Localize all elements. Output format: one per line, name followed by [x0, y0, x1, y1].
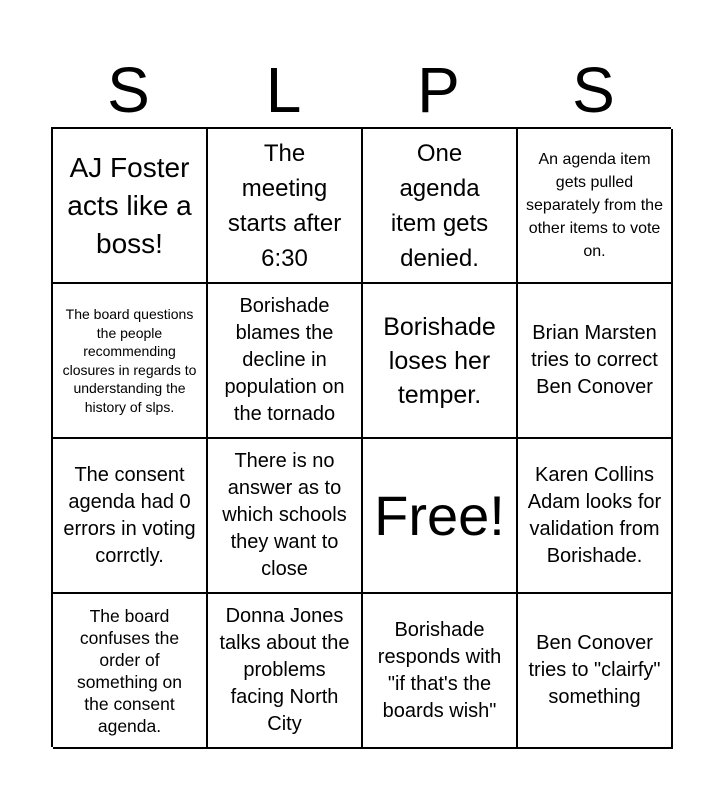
- header-letter-s1: S: [107, 54, 150, 126]
- cell-text: The board confuses the order of something on the consent agenda.: [76, 605, 183, 736]
- cell-text: Donna Jones talks about the problems facing North City: [219, 605, 350, 735]
- bingo-cell-r3c2[interactable]: [208, 439, 363, 594]
- bingo-cell-r3c4[interactable]: [518, 439, 673, 594]
- bingo-cell-r2c3[interactable]: [363, 284, 518, 439]
- bingo-cell-r1c3[interactable]: [363, 129, 518, 284]
- bingo-header: [51, 52, 671, 128]
- bingo-cell-r4c3[interactable]: [363, 594, 518, 749]
- free-space[interactable]: [363, 439, 518, 594]
- bingo-cell-r4c4[interactable]: [518, 594, 673, 749]
- header-letter-p: P: [417, 54, 460, 126]
- cell-text: Brian Marsten tries to correct Ben Conover: [531, 322, 658, 398]
- bingo-cell-r2c1[interactable]: [53, 284, 208, 439]
- bingo-cell-r1c2[interactable]: [208, 129, 363, 284]
- cell-text: One agenda item gets denied.: [390, 139, 489, 272]
- bingo-cell-r3c1[interactable]: [53, 439, 208, 594]
- cell-text: Borishade blames the decline in population on the tornado: [224, 295, 345, 425]
- cell-text: Borishade responds with "if that's the boards wish": [377, 618, 502, 722]
- header-letter-s2: S: [572, 54, 615, 126]
- bingo-cell-r2c4[interactable]: [518, 284, 673, 439]
- bingo-cell-r2c2[interactable]: [208, 284, 363, 439]
- cell-text: Ben Conover tries to "clairfy" something: [528, 632, 661, 708]
- header-letter-l: L: [265, 54, 302, 126]
- cell-text: The board questions the people recommending closures in regards to understanding the history of slps.: [62, 306, 197, 415]
- cell-text: AJ Foster acts like a boss!: [67, 151, 192, 259]
- cell-text: The consent agenda had 0 errors in voting corrctly.: [63, 463, 196, 567]
- free-space-label: Free!: [374, 483, 505, 547]
- cell-text: An agenda item gets pulled separately from the other items to vote on.: [526, 151, 663, 260]
- cell-text: The meeting starts after 6:30: [227, 139, 342, 272]
- bingo-grid: [51, 127, 671, 747]
- bingo-cell-r4c1[interactable]: [53, 594, 208, 749]
- bingo-cell-r4c2[interactable]: [208, 594, 363, 749]
- bingo-cell-r1c4[interactable]: [518, 129, 673, 284]
- bingo-cell-r1c1[interactable]: [53, 129, 208, 284]
- cell-text: There is no answer as to which schools they want to close: [222, 450, 347, 580]
- cell-text: Karen Collins Adam looks for validation from Borishade.: [527, 463, 662, 567]
- cell-text: Borishade loses her temper.: [383, 312, 496, 409]
